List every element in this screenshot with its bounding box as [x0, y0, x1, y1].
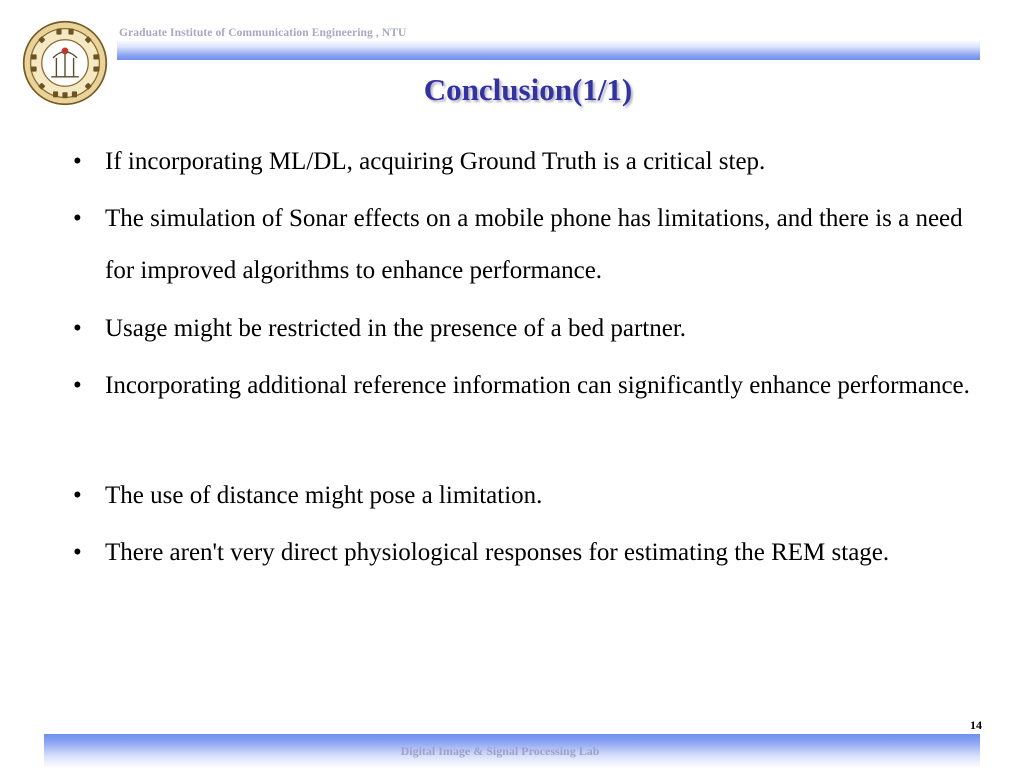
page-number: 14: [970, 718, 982, 732]
lab-name: Digital Image & Signal Processing Lab: [400, 744, 600, 758]
bullet-marker: •: [73, 539, 82, 566]
institute-name: Graduate Institute of Communication Engineering , NTU: [119, 27, 407, 39]
bullet-text: The simulation of Sonar effects on a mobile phone has limitations, and there is a need for improved algorithms to enhance performance.: [105, 205, 963, 284]
bullet-marker: •: [73, 482, 82, 509]
slide-title: Conclusion(1/1): [423, 72, 633, 107]
bullet-marker: •: [73, 205, 82, 232]
bullet-marker: •: [73, 148, 82, 175]
bullet-text: If incorporating ML/DL, acquiring Ground Truth is a critical step.: [105, 148, 766, 175]
bullet-marker: •: [73, 315, 82, 342]
bullet-text: Usage might be restricted in the presence of a bed partner.: [105, 315, 687, 342]
bullet-text: There aren't very direct physiological responses for estimating the REM stage.: [105, 539, 890, 566]
bullet-marker: •: [73, 372, 82, 399]
bullet-text: The use of distance might pose a limitation.: [105, 482, 543, 509]
bullet-text: Incorporating additional reference information can significantly enhance performance.: [105, 372, 970, 399]
